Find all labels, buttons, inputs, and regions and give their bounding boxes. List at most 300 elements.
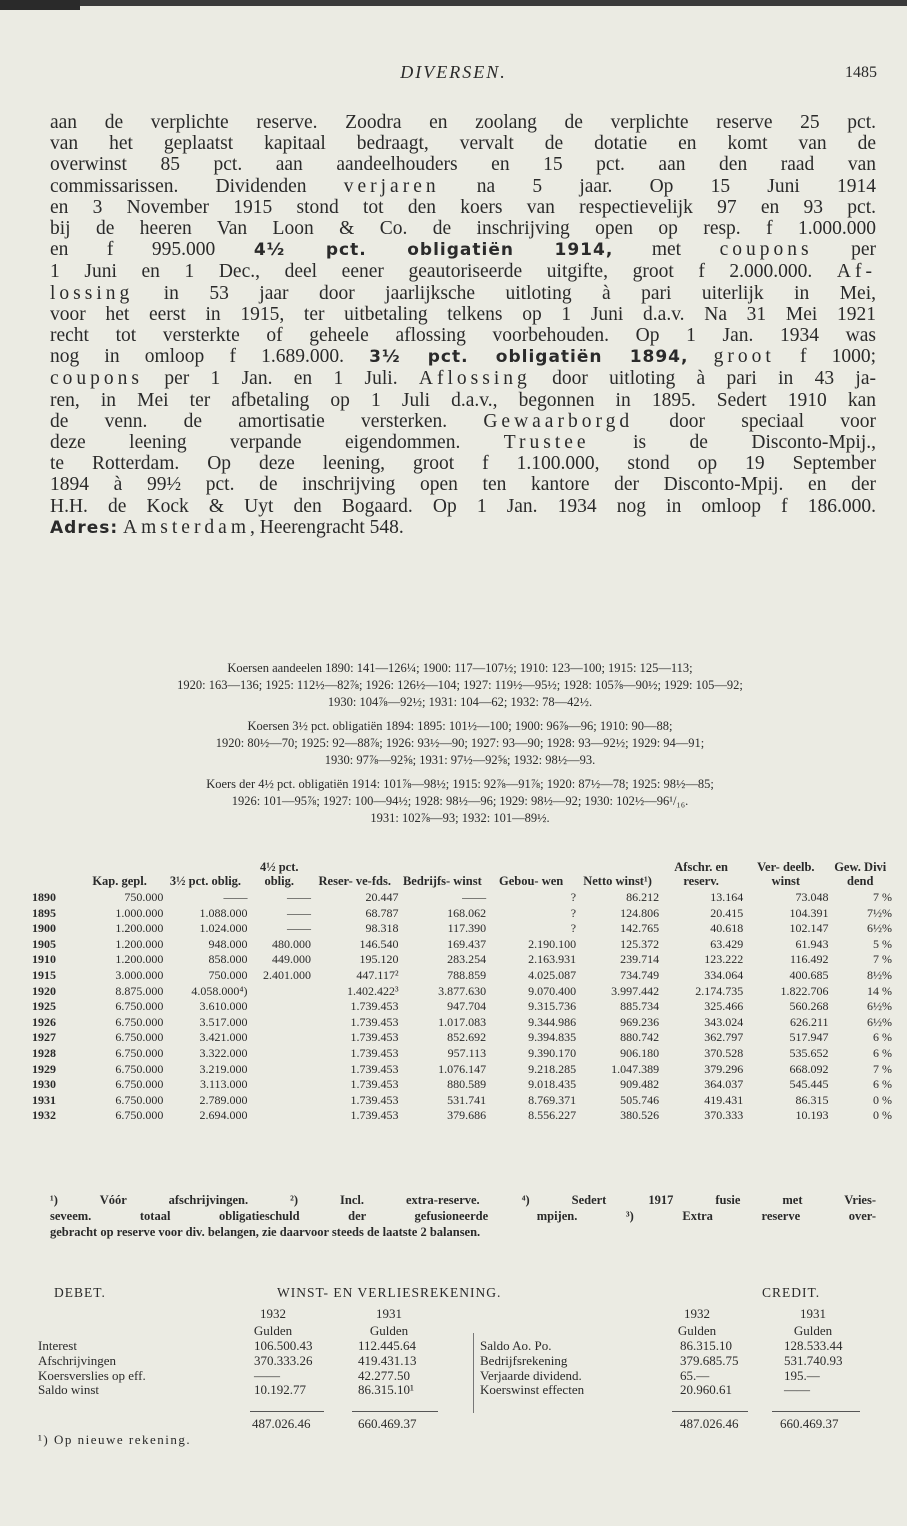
quote-line: Koersen aandeelen 1890: 141—126¼; 1900: 117—107½; 1910: 123—100; 1915: 125—113; [227,661,693,675]
debet-1931-cell: 419.431.13 [358,1352,417,1368]
credit-label-cell: Koerswinst effecten [480,1382,585,1398]
text-line [50,133,876,154]
text-line [50,390,876,411]
debet-1932-cell: 10.192.77 [254,1382,306,1398]
text-line [50,154,876,175]
quote-block [40,776,880,827]
column-header: Gew. Divi dend [834,860,887,888]
table-cell: 1.822.706 [780,983,829,998]
table-cell: 852.692 [447,1030,487,1045]
table-cell: 1895 [32,905,56,920]
main-paragraph [50,112,876,539]
table-cell: ? [570,921,577,936]
table-cell: 283.254 [447,952,487,967]
table-cell: 9.394.835 [528,1030,577,1045]
table-cell: 957.113 [447,1045,487,1060]
text-line [50,496,876,517]
text-run: f 1000; [774,346,876,368]
text-line [50,239,876,261]
table-cell: 379.686 [447,1108,487,1123]
table-cell: 0 % [873,1108,892,1123]
quote-line: 1920: 80½—70; 1925: 92—88⅞; 1926: 93½—90; 1927: 93—90; 1928: 93—92½; 1929: 94—91; [215,736,705,750]
table-cell: 1925 [32,999,56,1014]
table-cell: —— [223,890,248,904]
table-cell: —— [286,890,311,904]
table-cell: 1927 [32,1030,56,1045]
table-cell: 947.704 [447,999,487,1014]
text-run: coupons [50,368,143,390]
table-cell [248,1093,311,1109]
credit-label-cell: Saldo Ao. Po. [480,1338,552,1353]
table-cell: 3.322.000 [199,1045,248,1060]
quote-line: 1930: 97⅞—92⅝; 1931: 97½—92⅝; 1932: 98½—93. [324,753,596,767]
column-header: Reser- ve-fds. [318,874,391,888]
column-header: Kap. gepl. [92,874,147,888]
credit-1932-cell: 20.960.61 [680,1382,732,1398]
quote-block [40,718,880,769]
table-cell: 400.685 [789,967,829,982]
column-header: Gebou- wen [498,874,564,888]
table-cell: 1932 [32,1108,56,1123]
table-cell: 880.589 [447,1077,487,1092]
table-cell: 419.431 [704,1092,744,1107]
footnote-line: seveem. totaal obligatieschuld der gefusioneerde mpijen. ³) Extra reserve over- [50,1209,876,1223]
table-cell: 1.739.453 [350,1061,399,1076]
table-cell [248,1030,311,1046]
table-cell: 505.746 [620,1092,660,1107]
table-cell: 334.064 [704,967,744,982]
table-cell: 1.739.453 [350,1030,399,1045]
table-cell: 5 % [873,936,892,951]
financial-table [32,860,892,1124]
table-row [32,968,892,984]
year-label: 1932 [260,1306,286,1321]
unit-label: Gulden [253,1323,293,1338]
total-debet-1932: 487.026.46 [252,1416,311,1431]
unit-label: Gulden [677,1323,717,1338]
column-header: Netto winst¹) [583,874,652,888]
table-cell: 13.164 [710,890,744,904]
text-run: de venn. de amortisatie versterken. [50,410,484,432]
account-footnote-text: ¹) Op nieuwe rekening. [38,1432,192,1447]
quote-line: 1930: 104⅞—92½; 1931: 104—62; 1932: 78—42½. [327,695,593,709]
text-run: , Heerengracht 548. [250,516,404,538]
table-cell: 6.750.000 [115,1045,164,1060]
table-cell: 447.117² [356,967,399,982]
text-run: commissarissen. Dividenden [50,175,344,197]
table-cell: 1.076.147 [438,1061,487,1076]
text-run: Trustee [503,432,590,454]
table-cell: 1915 [32,967,56,982]
credit-label-cell: Bedrijfsrekening [480,1352,568,1368]
text-run: verjaren [343,175,440,197]
text-run: groot [713,346,775,368]
top-edge-mark [0,0,80,10]
text-line [50,432,876,453]
table-cell: 20.447 [365,890,399,904]
column-header: 4½ pct. oblig. [259,860,299,888]
table-cell: 1930 [32,1077,56,1092]
table-cell: 885.734 [620,999,660,1014]
credit-1932-cell: 86.315.10 [680,1338,732,1353]
text-run: na 5 jaar. Op 15 Juni 1914 [439,175,876,197]
table-cell: 858.000 [208,952,248,967]
text-line [50,218,876,239]
text-run: recht tot versterkte of geheele aflossing voorbehouden. Op 1 Jan. 1934 was [50,325,876,347]
text-run: voor het eerst in 1915, ter uitbetaling telkens op 1 Juni d.a.v. Na 31 Mei 1921 [50,303,876,325]
account-row [32,1339,872,1354]
text-run: Aflossing [418,368,531,390]
table-cell: —— [286,921,311,936]
table-cell: 20.415 [710,905,744,920]
quote-line: 1931: 102⅞—93; 1932: 101—89½. [370,811,550,825]
text-run: 1894 à 99½ pct. de inschrijving open ten kantore der Disconto-Mpij. en der [50,474,876,496]
table-cell: 1.739.453 [350,999,399,1014]
table-row [32,999,892,1015]
table-cell: 2.174.735 [695,983,744,998]
table-cell: ? [570,890,577,904]
price-quotations [40,660,880,834]
text-run: aan de verplichte reserve. Zoodra en zoolang de verplichte reserve 25 pct. [50,112,876,133]
debet-year-1932 [228,1305,318,1339]
table-cell: 6 % [873,1030,892,1045]
table-cell: 117.390 [447,921,487,936]
table-cell: 1.739.453 [350,1045,399,1060]
table-cell: 1.200.000 [115,952,164,967]
table-cell [248,1077,311,1093]
text-run: 3½ pct. obligatiën 1894, [369,347,689,368]
table-cell: 1.017.083 [438,1014,487,1029]
table-cell: ? [570,905,577,920]
column-header [32,860,76,890]
page-header [0,62,907,92]
column-header: Bedrijfs- winst [402,874,482,888]
table-cell: 2.163.931 [528,952,577,967]
table-cell [248,1108,311,1124]
text-run: 1 Juni en 1 Dec., deel eener geautoriseerde uitgifte, groot f 2.000.000. [50,261,837,283]
table-cell: 6½% [867,999,892,1014]
footnote-line: gebracht op reserve voor div. belangen, zie daarvoor steeds de laatste 2 balansen. [50,1225,481,1239]
table-row [32,984,892,1000]
quote-line: 1926: 101—95⅞; 1927: 100—94½; 1928: 98½—96; 1929: 98½—92; 1930: 102½—96¹/₁₆. [231,794,689,808]
table-cell: 3.219.000 [199,1061,248,1076]
quote-line: Koers der 4½ pct. obligatiën 1914: 101⅞—98½; 1915: 92⅞—91⅞; 1920: 87½—78; 1925: 98½—85; [206,777,714,791]
running-title: DIVERSEN. [400,62,507,82]
text-run: Gewaarborgd [483,410,634,432]
year-label: 1931 [800,1306,826,1321]
table-cell: 3.421.000 [199,1030,248,1045]
table-cell: 4.058.000⁴) [191,983,248,998]
text-run: overwinst 85 pct. aan aandeelhouders en 15 pct. aan den raad van [50,154,876,176]
text-run: 4½ pct. obligatiën 1914, [253,240,614,261]
table-row [32,1077,892,1093]
table-cell: 10.193 [795,1108,829,1123]
credit-year-1931 [768,1305,858,1339]
text-line [50,346,876,368]
table-cell [248,1062,311,1078]
table-cell: 102.147 [789,921,829,936]
table-cell: 2.401.000 [262,967,311,982]
unit-label: Gulden [369,1323,409,1338]
table-row [32,921,892,937]
column-header: Afschr. en reserv. [674,860,728,888]
account-row [32,1369,872,1384]
table-cell: 1900 [32,921,56,936]
table-cell: 370.528 [704,1045,744,1060]
table-cell: 4.025.087 [528,967,577,982]
text-run: Amsterdam [123,516,251,538]
text-run: van het geplaatst kapitaal bedraagt, vervalt de dotatie en komt van de [50,133,876,155]
table-cell: 750.000 [208,967,248,982]
debet-label-cell: Koersverslies op eff. [38,1367,146,1383]
total-credit-1932: 487.026.46 [680,1416,739,1431]
profit-loss-account [32,1285,872,1447]
table-cell: 1928 [32,1045,56,1060]
table-cell [248,1015,311,1031]
table-cell: 168.062 [447,905,487,920]
column-header: 3½ pct. oblig. [169,874,242,888]
text-run: bij de heeren Van Loon & Co. de inschrijving open op resp. f 1.000.000 [50,218,876,240]
table-cell: 370.333 [704,1108,744,1123]
text-line [50,197,876,218]
table-cell: 8.769.371 [528,1092,577,1107]
account-row [32,1383,872,1398]
table-cell: 531.741 [447,1092,487,1107]
table-cell [248,999,311,1015]
table-cell: 788.859 [447,967,487,982]
table-cell: 116.492 [789,952,829,967]
text-line [50,112,876,133]
debet-label-cell: Interest [38,1338,77,1353]
table-cell: 1.088.000 [199,905,248,920]
table-cell: 1910 [32,952,56,967]
table-cell: 1.024.000 [199,921,248,936]
account-column-headers [32,1305,872,1339]
sum-rule [772,1411,860,1412]
text-line [50,474,876,495]
table-cell: 1929 [32,1061,56,1076]
table-cell: 195.120 [359,952,399,967]
table-cell: 1926 [32,1014,56,1029]
credit-label-cell: Verjaarde dividend. [480,1367,582,1383]
column-header: Ver- deelb. winst [757,860,815,888]
table-cell: 86.315 [795,1092,829,1107]
table-cell: 8.875.000 [115,983,164,998]
table-cell: 1890 [32,890,56,904]
text-run: deze leening verpande eigendommen. [50,432,504,454]
table-cell: 9.018.435 [528,1077,577,1092]
debet-1932-cell: —— [254,1367,280,1383]
quote-line: Koersen 3½ pct. obligatiën 1894: 1895: 101½—100; 1900: 96⅞—96; 1910: 90—88; [247,719,673,733]
account-row [32,1354,872,1369]
table-cell: 1.739.453 [350,1108,399,1123]
credit-year-1932 [652,1305,742,1339]
text-line [50,517,876,539]
table-cell: 362.797 [704,1030,744,1045]
text-run: door speciaal voor [633,410,876,432]
table-cell: 6.750.000 [115,999,164,1014]
table-cell: 68.787 [365,905,399,920]
table-row [32,890,892,906]
debet-1931-cell: 112.445.64 [358,1338,417,1353]
table-cell: 40.618 [710,921,744,936]
table-cell: 380.526 [620,1108,660,1123]
table-cell: 7½% [867,905,892,920]
credit-1932-cell: 379.685.75 [680,1352,739,1368]
debet-label-cell: Afschrijvingen [38,1352,116,1368]
top-edge [0,0,907,6]
text-run: ren, in Mei ter afbetaling op 1 Juli d.a.v., begonnen in 1895. Sedert 1910 kan [50,389,876,411]
table-cell: 325.466 [704,999,744,1014]
table-cell: 1.739.453 [350,1077,399,1092]
table-cell: 480.000 [271,936,311,951]
table-cell: 169.437 [447,936,487,951]
table-cell: 906.180 [620,1045,660,1060]
table-cell: 1.047.389 [611,1061,660,1076]
text-run: is de Disconto-Mpij., [589,432,876,454]
table-cell: 545.445 [789,1077,829,1092]
table-cell: 750.000 [124,890,164,904]
table-cell: 142.765 [620,921,660,936]
table-cell: 6 % [873,1045,892,1060]
footnote-line: ¹) Vóór afschrijvingen. ²) Incl. extra-reserve. ⁴) Sedert 1917 fusie met Vries- [50,1193,876,1207]
text-line [50,304,876,325]
text-run: en f 995.000 [50,239,254,261]
table-cell: 9.218.285 [528,1061,577,1076]
table-cell: 1.402.422³ [346,983,399,998]
credit-1931-cell: 195.— [784,1367,820,1383]
text-line [50,176,876,197]
table-cell: 535.652 [789,1045,829,1060]
credit-1932-cell: 65.— [680,1367,710,1383]
credit-label: CREDIT. [762,1285,821,1300]
table-cell: 0 % [873,1092,892,1107]
text-run: in 53 jaar door jaarlijksche uitloting à pari uiterlijk in Mei, [133,282,876,304]
table-row [32,937,892,953]
table-cell: 6.750.000 [115,1061,164,1076]
text-run: coupons [719,239,813,261]
text-run: per [812,239,876,261]
table-cell: 9.390.170 [528,1045,577,1060]
text-run: per 1 Jan. en 1 Juli. [143,368,419,390]
account-title: WINST- EN VERLIESREKENING. [277,1285,502,1300]
debet-label: DEBET. [54,1285,106,1300]
table-cell: 2.190.100 [528,936,577,951]
table-cell: —— [286,905,311,920]
table-cell: 1.739.453 [350,1014,399,1029]
year-label: 1931 [376,1306,402,1321]
table-cell: 1.200.000 [115,921,164,936]
table-cell: 734.749 [620,967,660,982]
table-row [32,1062,892,1078]
text-run: Af- [836,261,876,283]
table-row [32,952,892,968]
table-cell: 124.806 [620,905,660,920]
account-totals [32,1417,872,1432]
text-run: te Rotterdam. Op deze leening, groot f 1.100.000, stond op 19 September [50,453,876,475]
table-cell: 343.024 [704,1014,744,1029]
credit-1931-cell: 531.740.93 [784,1352,843,1368]
table-cell: 517.947 [789,1030,829,1045]
table-row [32,906,892,922]
debet-label-cell: Saldo winst [38,1382,100,1398]
table-cell: 6.750.000 [115,1030,164,1045]
year-label: 1932 [684,1306,710,1321]
text-run [688,346,713,367]
account-footnote [32,1433,872,1448]
table-cell: 2.694.000 [199,1108,248,1123]
page-number: 1485 [845,64,877,81]
table-cell: 2.789.000 [199,1092,248,1107]
table-row [32,1108,892,1124]
table-cell: 449.000 [271,952,311,967]
credit-1931-cell: —— [784,1382,810,1398]
table-cell: 104.391 [789,905,829,920]
account-rows [32,1339,872,1398]
table-cell [248,1046,311,1062]
table-cell: 364.037 [704,1077,744,1092]
table-cell: 1.739.453 [350,1092,399,1107]
table-cell: 8½% [867,967,892,982]
table-cell: 6.750.000 [115,1092,164,1107]
debet-1932-cell: 370.333.26 [254,1352,313,1368]
table-cell: 6.750.000 [115,1108,164,1123]
table-cell: 6.750.000 [115,1014,164,1029]
table-cell: 6.750.000 [115,1077,164,1092]
table-cell: 98.318 [365,921,399,936]
table-row [32,1030,892,1046]
unit-label: Gulden [793,1323,833,1338]
table-cell: 3.877.630 [438,983,487,998]
table-row [32,1093,892,1109]
table-cell: 1905 [32,936,56,951]
text-line [50,325,876,346]
total-credit-1931: 660.469.37 [780,1416,839,1431]
text-run: Adres: [50,517,119,538]
table-cell: 7 % [873,952,892,967]
table-cell: 3.610.000 [199,999,248,1014]
table-cell: 880.742 [620,1030,660,1045]
table-cell [248,984,311,1000]
table-cell: 1.000.000 [115,905,164,920]
table-row [32,1046,892,1062]
text-line [50,453,876,474]
text-line [50,261,876,282]
table-cell: 61.943 [795,936,829,951]
quote-block [40,660,880,711]
table-footnotes [50,1192,876,1240]
debet-1931-cell: 86.315.10¹ [358,1382,414,1398]
table-cell: 560.268 [789,999,829,1014]
table-cell: 3.000.000 [115,967,164,982]
debet-year-1931 [344,1305,434,1339]
table-cell: 626.211 [789,1014,829,1029]
account-divider [473,1333,474,1413]
text-run: en 3 November 1915 stond tot den koers van respectievelijk 97 en 93 pct. [50,196,876,218]
table-cell: 7 % [873,890,892,904]
table-cell: 909.482 [620,1077,660,1092]
text-run: door uitloting à pari in 43 ja- [530,368,876,390]
sum-rule [672,1411,748,1412]
table-cell: 146.540 [359,936,399,951]
credit-1931-cell: 128.533.44 [784,1338,843,1353]
table-cell: 1.200.000 [115,936,164,951]
table-cell: 969.236 [620,1014,660,1029]
table-cell: 6 % [873,1077,892,1092]
table-cell: 9.344.986 [528,1014,577,1029]
table-cell: 9.315.736 [528,999,577,1014]
table-cell: 7 % [873,1061,892,1076]
